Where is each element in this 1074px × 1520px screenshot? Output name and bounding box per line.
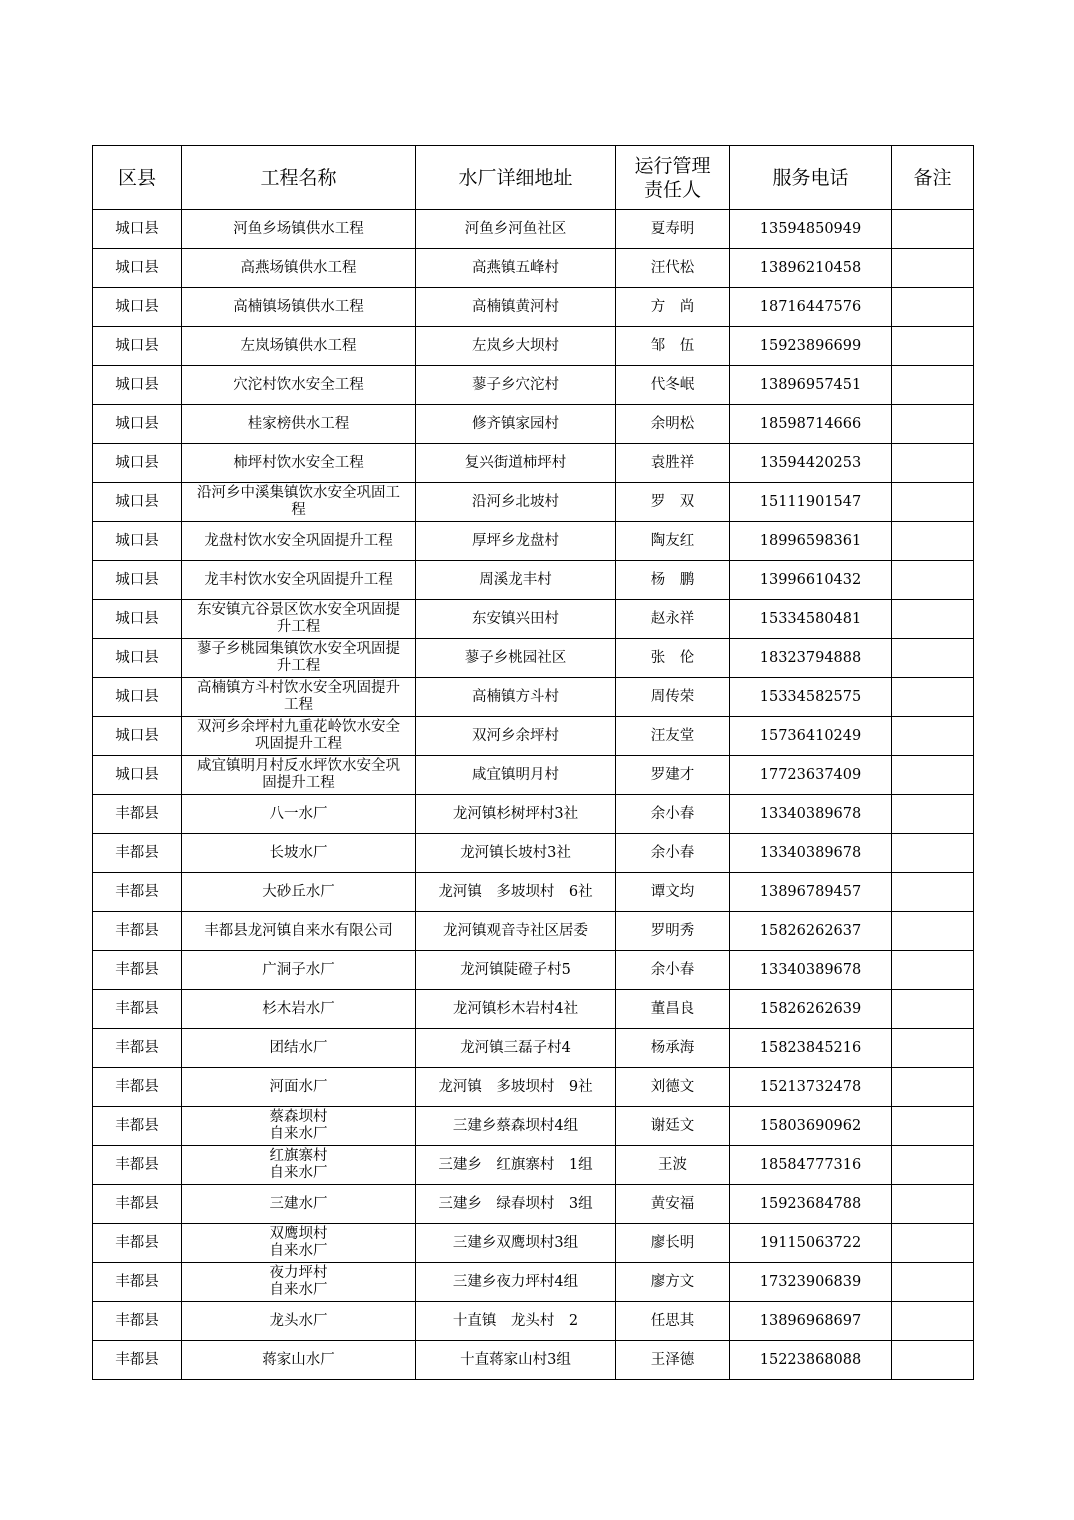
cell-county: 城口县 [93,249,182,288]
cell-project-name: 河鱼乡场镇供水工程 [182,210,416,249]
cell-plant-address: 三建乡 红旗寨村 1组 [416,1146,616,1185]
cell-phone: 13896968697 [730,1302,892,1341]
cell-plant-address: 高燕镇五峰村 [416,249,616,288]
cell-phone: 15923684788 [730,1185,892,1224]
cell-manager: 余小春 [616,795,730,834]
cell-remarks [892,288,974,327]
cell-remarks [892,483,974,522]
cell-project-name: 长坡水厂 [182,834,416,873]
cell-plant-address: 三建乡夜力坪村4组 [416,1263,616,1302]
header-manager: 运行管理责任人 [616,146,730,210]
cell-phone: 15213732478 [730,1068,892,1107]
cell-project-name: 三建水厂 [182,1185,416,1224]
cell-project-name: 夜力坪村 自来水厂 [182,1263,416,1302]
cell-manager: 汪友堂 [616,717,730,756]
cell-county: 城口县 [93,483,182,522]
cell-county: 丰都县 [93,873,182,912]
cell-county: 丰都县 [93,990,182,1029]
cell-remarks [892,249,974,288]
cell-plant-address: 龙河镇长坡村3社 [416,834,616,873]
cell-remarks [892,1341,974,1380]
cell-manager: 罗 双 [616,483,730,522]
cell-phone: 15923896699 [730,327,892,366]
table-row [93,600,974,639]
table-row [93,1185,974,1224]
cell-project-name: 东安镇亢谷景区饮水安全巩固提 升工程 [182,600,416,639]
cell-project-name: 团结水厂 [182,1029,416,1068]
cell-project-name: 广洞子水厂 [182,951,416,990]
cell-plant-address: 修齐镇家园村 [416,405,616,444]
cell-manager: 廖长明 [616,1224,730,1263]
cell-phone: 15111901547 [730,483,892,522]
cell-county: 城口县 [93,600,182,639]
table-row [93,912,974,951]
cell-manager: 夏寿明 [616,210,730,249]
cell-manager: 周传荣 [616,678,730,717]
cell-plant-address: 河鱼乡河鱼社区 [416,210,616,249]
cell-manager: 廖方文 [616,1263,730,1302]
cell-project-name: 河面水厂 [182,1068,416,1107]
cell-remarks [892,327,974,366]
table-row [93,249,974,288]
cell-county: 城口县 [93,405,182,444]
water-plant-table [92,145,974,1380]
cell-county: 丰都县 [93,1146,182,1185]
cell-remarks [892,366,974,405]
cell-manager: 张 伦 [616,639,730,678]
cell-plant-address: 咸宜镇明月村 [416,756,616,795]
table-row [93,756,974,795]
table-row [93,717,974,756]
cell-remarks [892,522,974,561]
cell-county: 丰都县 [93,834,182,873]
cell-plant-address: 双河乡余坪村 [416,717,616,756]
cell-manager: 赵永祥 [616,600,730,639]
cell-remarks [892,912,974,951]
cell-project-name: 杉木岩水厂 [182,990,416,1029]
cell-county: 城口县 [93,561,182,600]
cell-county: 丰都县 [93,951,182,990]
table-row [93,288,974,327]
cell-phone: 13896957451 [730,366,892,405]
table-row [93,1302,974,1341]
cell-plant-address: 龙河镇杉树坪村3社 [416,795,616,834]
cell-project-name: 蒋家山水厂 [182,1341,416,1380]
cell-county: 丰都县 [93,1302,182,1341]
cell-plant-address: 三建乡 绿春坝村 3组 [416,1185,616,1224]
cell-remarks [892,210,974,249]
table-row [93,990,974,1029]
cell-plant-address: 高楠镇黄河村 [416,288,616,327]
table-row [93,1224,974,1263]
table-row [93,795,974,834]
cell-county: 丰都县 [93,912,182,951]
cell-remarks [892,834,974,873]
cell-county: 丰都县 [93,1107,182,1146]
cell-county: 丰都县 [93,1224,182,1263]
cell-manager: 余明松 [616,405,730,444]
cell-manager: 陶友红 [616,522,730,561]
cell-manager: 董昌良 [616,990,730,1029]
table-row [93,639,974,678]
cell-project-name: 丰都县龙河镇自来水有限公司 [182,912,416,951]
cell-project-name: 龙丰村饮水安全巩固提升工程 [182,561,416,600]
table-row [93,483,974,522]
cell-manager: 任思其 [616,1302,730,1341]
table-row [93,873,974,912]
cell-county: 城口县 [93,678,182,717]
cell-remarks [892,678,974,717]
header-remarks: 备注 [892,146,974,210]
table-row [93,366,974,405]
cell-phone: 13340389678 [730,834,892,873]
cell-project-name: 沿河乡中溪集镇饮水安全巩固工 程 [182,483,416,522]
cell-remarks [892,1068,974,1107]
cell-manager: 谭文均 [616,873,730,912]
cell-manager: 黄安福 [616,1185,730,1224]
table-row [93,405,974,444]
cell-phone: 15826262639 [730,990,892,1029]
cell-manager: 谢廷文 [616,1107,730,1146]
cell-project-name: 咸宜镇明月村反水坪饮水安全巩 固提升工程 [182,756,416,795]
cell-plant-address: 龙河镇 多坡坝村 6社 [416,873,616,912]
cell-manager: 汪代松 [616,249,730,288]
cell-county: 城口县 [93,756,182,795]
cell-plant-address: 复兴街道柿坪村 [416,444,616,483]
cell-manager: 余小春 [616,834,730,873]
cell-county: 丰都县 [93,1029,182,1068]
cell-manager: 代冬岷 [616,366,730,405]
table-row [93,210,974,249]
table-row [93,678,974,717]
cell-plant-address: 厚坪乡龙盘村 [416,522,616,561]
cell-project-name: 八一水厂 [182,795,416,834]
cell-phone: 13594850949 [730,210,892,249]
cell-plant-address: 龙河镇陡磴子村5 [416,951,616,990]
cell-county: 丰都县 [93,1263,182,1302]
cell-project-name: 蔡森坝村 自来水厂 [182,1107,416,1146]
cell-manager: 杨 鹏 [616,561,730,600]
cell-project-name: 高楠镇方斗村饮水安全巩固提升 工程 [182,678,416,717]
cell-plant-address: 沿河乡北坡村 [416,483,616,522]
cell-manager: 罗建才 [616,756,730,795]
cell-project-name: 龙盘村饮水安全巩固提升工程 [182,522,416,561]
cell-plant-address: 龙河镇三磊子村4 [416,1029,616,1068]
cell-remarks [892,1029,974,1068]
cell-project-name: 龙头水厂 [182,1302,416,1341]
cell-remarks [892,717,974,756]
cell-phone: 18598714666 [730,405,892,444]
cell-project-name: 双河乡余坪村九重花岭饮水安全 巩固提升工程 [182,717,416,756]
cell-remarks [892,756,974,795]
cell-remarks [892,1263,974,1302]
cell-manager: 方 尚 [616,288,730,327]
table-row [93,834,974,873]
table-row [93,561,974,600]
cell-project-name: 穴沱村饮水安全工程 [182,366,416,405]
table-row [93,1146,974,1185]
cell-phone: 13340389678 [730,795,892,834]
cell-county: 丰都县 [93,1068,182,1107]
table-row [93,1029,974,1068]
cell-plant-address: 蓼子乡穴沱村 [416,366,616,405]
header-row [93,146,974,210]
cell-phone: 17323906839 [730,1263,892,1302]
cell-project-name: 大砂丘水厂 [182,873,416,912]
cell-remarks [892,405,974,444]
cell-county: 城口县 [93,717,182,756]
cell-manager: 邹 伍 [616,327,730,366]
cell-phone: 18716447576 [730,288,892,327]
table-row [93,951,974,990]
cell-project-name: 高楠镇场镇供水工程 [182,288,416,327]
cell-phone: 13896210458 [730,249,892,288]
header-phone: 服务电话 [730,146,892,210]
cell-manager: 王波 [616,1146,730,1185]
cell-plant-address: 高楠镇方斗村 [416,678,616,717]
cell-manager: 袁胜祥 [616,444,730,483]
cell-phone: 18584777316 [730,1146,892,1185]
cell-project-name: 高燕场镇供水工程 [182,249,416,288]
cell-plant-address: 十直蒋家山村3组 [416,1341,616,1380]
header-county: 区县 [93,146,182,210]
cell-remarks [892,951,974,990]
cell-phone: 15334580481 [730,600,892,639]
table-row [93,1068,974,1107]
cell-plant-address: 龙河镇杉木岩村4社 [416,990,616,1029]
cell-county: 城口县 [93,522,182,561]
table-row [93,444,974,483]
cell-plant-address: 十直镇 龙头村 2 [416,1302,616,1341]
table-row [93,1107,974,1146]
cell-manager: 罗明秀 [616,912,730,951]
cell-project-name: 红旗寨村 自来水厂 [182,1146,416,1185]
table-row [93,522,974,561]
cell-remarks [892,1185,974,1224]
cell-remarks [892,795,974,834]
cell-phone: 13896789457 [730,873,892,912]
cell-plant-address: 三建乡双鹰坝村3组 [416,1224,616,1263]
cell-remarks [892,1107,974,1146]
cell-manager: 王泽德 [616,1341,730,1380]
cell-project-name: 双鹰坝村 自来水厂 [182,1224,416,1263]
cell-plant-address: 左岚乡大坝村 [416,327,616,366]
cell-county: 丰都县 [93,1185,182,1224]
cell-county: 丰都县 [93,795,182,834]
cell-county: 丰都县 [93,1341,182,1380]
cell-phone: 15803690962 [730,1107,892,1146]
cell-plant-address: 三建乡蔡森坝村4组 [416,1107,616,1146]
cell-plant-address: 龙河镇观音寺社区居委 [416,912,616,951]
cell-manager: 余小春 [616,951,730,990]
cell-phone: 17723637409 [730,756,892,795]
cell-project-name: 左岚场镇供水工程 [182,327,416,366]
cell-remarks [892,1302,974,1341]
cell-remarks [892,990,974,1029]
cell-remarks [892,639,974,678]
cell-plant-address: 东安镇兴田村 [416,600,616,639]
cell-project-name: 蓼子乡桃园集镇饮水安全巩固提 升工程 [182,639,416,678]
cell-phone: 13340389678 [730,951,892,990]
cell-phone: 13594420253 [730,444,892,483]
cell-county: 城口县 [93,639,182,678]
cell-remarks [892,873,974,912]
cell-phone: 15823845216 [730,1029,892,1068]
cell-county: 城口县 [93,288,182,327]
cell-phone: 15826262637 [730,912,892,951]
cell-phone: 15736410249 [730,717,892,756]
header-project-name: 工程名称 [182,146,416,210]
cell-county: 城口县 [93,210,182,249]
cell-remarks [892,1224,974,1263]
cell-county: 城口县 [93,444,182,483]
cell-plant-address: 周溪龙丰村 [416,561,616,600]
cell-remarks [892,600,974,639]
cell-remarks [892,1146,974,1185]
cell-phone: 15223868088 [730,1341,892,1380]
cell-county: 城口县 [93,327,182,366]
table-row [93,327,974,366]
table-row [93,1263,974,1302]
cell-phone: 15334582575 [730,678,892,717]
header-plant-address: 水厂详细地址 [416,146,616,210]
cell-phone: 13996610432 [730,561,892,600]
cell-county: 城口县 [93,366,182,405]
cell-manager: 刘德文 [616,1068,730,1107]
cell-phone: 18996598361 [730,522,892,561]
cell-remarks [892,444,974,483]
cell-manager: 杨承海 [616,1029,730,1068]
cell-plant-address: 蓼子乡桃园社区 [416,639,616,678]
cell-phone: 19115063722 [730,1224,892,1263]
cell-phone: 18323794888 [730,639,892,678]
cell-project-name: 桂家榜供水工程 [182,405,416,444]
table-row [93,1341,974,1380]
cell-project-name: 柿坪村饮水安全工程 [182,444,416,483]
cell-remarks [892,561,974,600]
cell-plant-address: 龙河镇 多坡坝村 9社 [416,1068,616,1107]
